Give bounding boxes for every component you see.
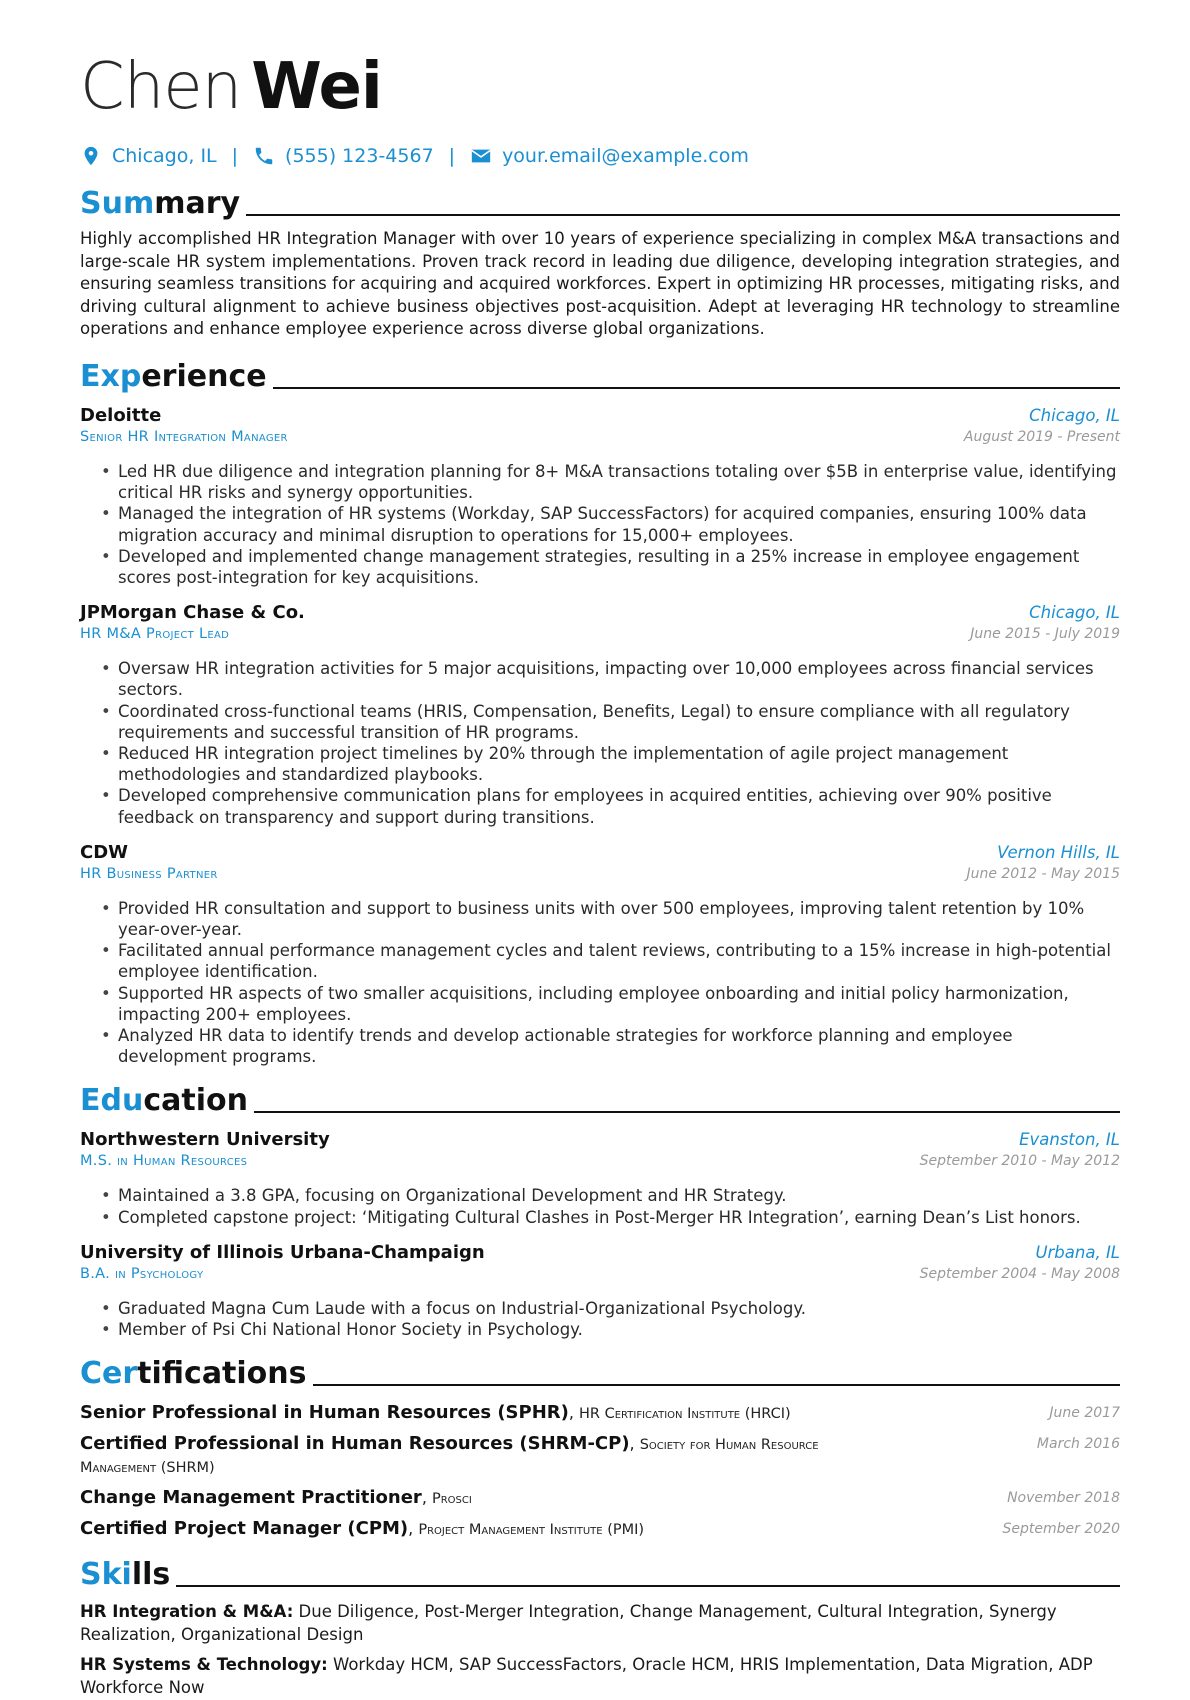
company-name: CDW: [80, 841, 129, 863]
bullet-list: [80, 1185, 1120, 1227]
first-name: Chen: [80, 50, 242, 124]
skill-list: Workday HCM, SAP SuccessFactors, Oracle HCM, HRIS Implementation, Data Migration, ADP Workforce Now: [80, 1655, 1093, 1698]
certification-date: September 2020: [1002, 1521, 1120, 1538]
list-item: • Managed the integration of HR systems (Workday, SAP SuccessFactors) for acquired companies, ensuring 100% data migration accuracy and minimal disruption to operations for 15,000+ employees.: [118, 503, 1120, 545]
section-rule: [313, 1384, 1120, 1386]
certification-title: Change Management Practitioner: [80, 1487, 422, 1509]
company-name: Deloitte: [80, 404, 162, 426]
company-name: JPMorgan Chase & Co.: [80, 602, 305, 624]
entry-dates: August 2019 - Present: [963, 428, 1120, 445]
skill-row: [80, 1601, 1120, 1646]
list-item: • Member of Psi Chi National Honor Society in Psychology.: [118, 1319, 1120, 1340]
list-item: • Led HR due diligence and integration planning for 8+ M&A transactions totaling over $5B in enterprise value, identifying critical HR risks and synergy opportunities.: [118, 461, 1120, 503]
resume-content: [80, 44, 1120, 1700]
list-item: • Maintained a 3.8 GPA, focusing on Organizational Development and HR Strategy.: [118, 1185, 1120, 1206]
certification-date: June 2017: [1049, 1405, 1120, 1422]
certification-issuer: Project Management Institute (PMI): [418, 1522, 645, 1539]
list-item: • Completed capstone project: ‘Mitigating Cultural Clashes in Post-Merger HR Integration’, earning Dean’s List honors.: [118, 1207, 1120, 1228]
bullet-list: [80, 898, 1120, 1068]
entry-dates: September 2010 - May 2012: [919, 1153, 1120, 1170]
section-rule: [246, 214, 1120, 216]
list-item: • Oversaw HR integration activities for 5 major acquisitions, impacting over 10,000 employees across financial services sectors.: [118, 658, 1120, 700]
job-title: Senior HR Integration Manager: [80, 428, 288, 445]
certification-issuer: Society for Human Resource Management (SHRM): [80, 1437, 819, 1477]
envelope-icon: [470, 145, 492, 167]
experience-entry: [80, 405, 1120, 588]
map-pin-icon: [80, 145, 102, 167]
contact-line: [80, 142, 1120, 170]
degree: B.A. in Psychology: [80, 1265, 204, 1282]
job-title: HR M&A Project Lead: [80, 626, 230, 643]
list-item: • Developed comprehensive communication plans for employees in acquired entities, achieving over 90% positive feedback on transparency and support during transitions.: [118, 785, 1120, 827]
candidate-name: [80, 44, 1120, 130]
experience-heading: Experience: [80, 355, 1120, 395]
certification-title: Senior Professional in Human Resources (SPHR): [80, 1402, 569, 1424]
certification-date: March 2016: [1036, 1436, 1120, 1453]
certification-item: Senior Professional in Human Resources (SPHR), HR Certification Institute (HRCI) June 2017: [80, 1402, 1120, 1424]
list-item: • Reduced HR integration project timelines by 20% through the implementation of agile project management methodologies and standardized playbooks.: [118, 743, 1120, 785]
entry-dates: June 2015 - July 2019: [970, 626, 1120, 643]
experience-entry: [80, 842, 1120, 1068]
skills-heading: Skills: [80, 1553, 1120, 1593]
contact-separator: |: [231, 145, 239, 167]
section-rule: [273, 387, 1120, 389]
entry-location: Vernon Hills, IL: [997, 842, 1120, 862]
last-name: Wei: [251, 50, 382, 124]
list-item: • Supported HR aspects of two smaller acquisitions, including employee onboarding and initial policy harmonization, impacting 200+ employees.: [118, 983, 1120, 1025]
phone-link[interactable]: (555) 123-4567: [285, 145, 434, 167]
list-item: • Graduated Magna Cum Laude with a focus on Industrial-Organizational Psychology.: [118, 1298, 1120, 1319]
entry-location: Chicago, IL: [1029, 405, 1120, 425]
location-text: Chicago, IL: [112, 145, 217, 167]
email-link[interactable]: your.email@example.com: [502, 145, 749, 167]
phone-icon: [253, 145, 275, 167]
list-item: • Facilitated annual performance management cycles and talent reviews, contributing to a 15% increase in high-potential employee identification.: [118, 940, 1120, 982]
skill-category: HR Integration & M&A:: [80, 1602, 294, 1622]
list-item: • Developed and implemented change management strategies, resulting in a 25% increase in employee engagement scores post-integration for key acquisitions.: [118, 546, 1120, 588]
job-title: HR Business Partner: [80, 865, 218, 882]
certification-issuer: HR Certification Institute (HRCI): [579, 1406, 791, 1423]
education-heading: Education: [80, 1079, 1120, 1119]
skill-list: Due Diligence, Post-Merger Integration, Change Management, Cultural Integration, Synergy Realization, Organizational Design: [80, 1602, 1057, 1644]
entry-dates: June 2012 - May 2015: [966, 865, 1120, 882]
certification-item: Certified Professional in Human Resources (SHRM-CP), Society for Human Resource Management (SHRM) March 2016: [80, 1433, 1120, 1477]
certification-title: Certified Professional in Human Resources (SHRM-CP): [80, 1433, 630, 1455]
school-name: University of Illinois Urbana-Champaign: [80, 1241, 485, 1263]
certification-issuer: Prosci: [431, 1491, 472, 1508]
entry-dates: September 2004 - May 2008: [919, 1265, 1120, 1282]
education-entry: [80, 1242, 1120, 1340]
certification-item: Certified Project Manager (CPM), Project Management Institute (PMI) September 2020: [80, 1518, 1120, 1540]
entry-location: Urbana, IL: [1035, 1242, 1120, 1262]
section-rule: [176, 1585, 1120, 1587]
degree: M.S. in Human Resources: [80, 1153, 248, 1170]
certification-date: November 2018: [1007, 1490, 1120, 1507]
certification-item: Change Management Practitioner, Prosci November 2018: [80, 1487, 1120, 1509]
entry-location: Chicago, IL: [1029, 603, 1120, 623]
list-item: • Analyzed HR data to identify trends and develop actionable strategies for workforce planning and employee development programs.: [118, 1025, 1120, 1067]
entry-location: Evanston, IL: [1019, 1130, 1120, 1150]
bullet-list: [80, 1298, 1120, 1340]
school-name: Northwestern University: [80, 1129, 330, 1151]
section-rule: [254, 1111, 1120, 1113]
summary-text: Highly accomplished HR Integration Manager with over 10 years of experience specializing in complex M&A transactions and large-scale HR system implementations. Proven track record in leading due diligence, developing integration strategies, and ensuring seamless transitions for acquiring and acquired workforces. Expert in optimizing HR processes, mitigating risks, and driving cultural alignment to achieve business objectives post-acquisition. Adept at leveraging HR technology to streamline operations and enhance employee experience across diverse global organizations.: [80, 229, 1120, 339]
certifications-heading: Certifications: [80, 1352, 1120, 1392]
list-item: • Provided HR consultation and support to business units with over 500 employees, improving talent retention by 10% year-over-year.: [118, 898, 1120, 940]
list-item: • Coordinated cross-functional teams (HRIS, Compensation, Benefits, Legal) to ensure compliance with all regulatory requirements and successful transition of HR programs.: [118, 701, 1120, 743]
education-entry: [80, 1129, 1120, 1227]
experience-entry: [80, 602, 1120, 828]
bullet-list: [80, 461, 1120, 588]
summary-heading: Summary: [80, 182, 1120, 222]
certification-title: Certified Project Manager (CPM): [80, 1518, 409, 1540]
bullet-list: [80, 658, 1120, 828]
skill-row: [80, 1654, 1120, 1699]
skill-category: HR Systems & Technology:: [80, 1655, 328, 1675]
contact-separator: |: [448, 145, 456, 167]
